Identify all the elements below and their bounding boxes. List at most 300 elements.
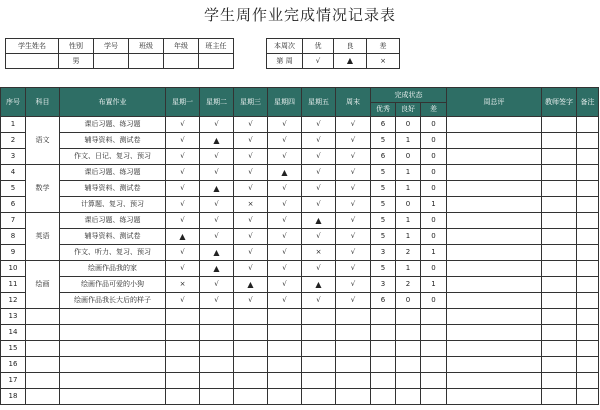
weekly-comment-cell[interactable] xyxy=(447,341,542,357)
thu-mark[interactable] xyxy=(268,325,302,341)
weekend-mark[interactable] xyxy=(336,357,371,373)
fri-mark[interactable]: ▲ xyxy=(302,277,336,293)
tue-mark[interactable]: √ xyxy=(200,277,234,293)
notes-cell[interactable] xyxy=(577,133,599,149)
wed-mark[interactable]: √ xyxy=(234,133,268,149)
weekly-comment-cell[interactable] xyxy=(447,293,542,309)
count-good: 0 xyxy=(396,117,421,133)
count-good: 1 xyxy=(396,213,421,229)
mon-mark[interactable] xyxy=(166,373,200,389)
wed-mark[interactable]: √ xyxy=(234,293,268,309)
legend-header-row xyxy=(267,39,400,54)
notes-cell[interactable] xyxy=(577,325,599,341)
assignment-cell[interactable] xyxy=(60,325,166,341)
class-header: 班级 xyxy=(129,39,164,54)
fri-mark[interactable] xyxy=(302,373,336,389)
week-field[interactable]: 第 周 xyxy=(267,54,303,69)
mon-mark[interactable]: √ xyxy=(166,213,200,229)
mon-mark[interactable]: √ xyxy=(166,149,200,165)
wed-mark[interactable]: √ xyxy=(234,229,268,245)
teacher-sign-cell[interactable] xyxy=(542,341,577,357)
weekly-comment-cell[interactable] xyxy=(447,181,542,197)
count-good xyxy=(396,309,421,325)
legend-poor-mark: × xyxy=(367,54,400,69)
status-poor-header: 差 xyxy=(421,103,447,117)
assignment-header: 布置作业 xyxy=(60,88,166,117)
weekend-mark[interactable]: √ xyxy=(336,293,371,309)
legend-good-label: 良 xyxy=(334,39,367,54)
tue-mark[interactable]: √ xyxy=(200,229,234,245)
student-id-header: 学号 xyxy=(94,39,129,54)
row-number: 18 xyxy=(1,389,26,405)
fri-mark[interactable] xyxy=(302,389,336,405)
wed-mark[interactable]: √ xyxy=(234,117,268,133)
teacher-sign-cell[interactable] xyxy=(542,197,577,213)
subject-cell[interactable] xyxy=(26,389,60,405)
mon-mark[interactable]: √ xyxy=(166,133,200,149)
tue-mark[interactable] xyxy=(200,389,234,405)
subject-cell[interactable] xyxy=(26,325,60,341)
count-good xyxy=(396,389,421,405)
wed-mark[interactable]: ▲ xyxy=(234,277,268,293)
thursday-header: 星期四 xyxy=(268,88,302,117)
thu-mark[interactable] xyxy=(268,373,302,389)
thu-mark[interactable]: √ xyxy=(268,277,302,293)
table-row xyxy=(1,165,599,181)
fri-mark[interactable]: √ xyxy=(302,181,336,197)
count-excellent: 5 xyxy=(371,165,396,181)
notes-cell[interactable] xyxy=(577,213,599,229)
assignment-cell[interactable]: 作文、听力、复习、预习 xyxy=(60,245,166,261)
assignment-cell[interactable]: 绘画作品可爱的小狗 xyxy=(60,277,166,293)
weekly-comment-cell[interactable] xyxy=(447,133,542,149)
student-id-field[interactable] xyxy=(94,54,129,69)
assignment-cell[interactable] xyxy=(60,341,166,357)
teacher-sign-cell[interactable] xyxy=(542,149,577,165)
fri-mark[interactable]: × xyxy=(302,245,336,261)
tue-mark[interactable]: √ xyxy=(200,213,234,229)
fri-mark[interactable]: √ xyxy=(302,133,336,149)
legend-excellent-mark: √ xyxy=(303,54,334,69)
weekend-mark[interactable]: √ xyxy=(336,117,371,133)
notes-cell[interactable] xyxy=(577,149,599,165)
notes-cell[interactable] xyxy=(577,229,599,245)
row-number: 8 xyxy=(1,229,26,245)
weekend-mark[interactable] xyxy=(336,389,371,405)
weekend-mark[interactable]: √ xyxy=(336,213,371,229)
thu-mark[interactable]: ▲ xyxy=(268,165,302,181)
teacher-sign-cell[interactable] xyxy=(542,357,577,373)
tue-mark[interactable]: ▲ xyxy=(200,133,234,149)
subject-cell[interactable] xyxy=(26,357,60,373)
mon-mark[interactable] xyxy=(166,325,200,341)
teacher-sign-cell[interactable] xyxy=(542,293,577,309)
subject-cell[interactable] xyxy=(26,341,60,357)
wed-mark[interactable]: √ xyxy=(234,213,268,229)
mon-mark[interactable]: × xyxy=(166,277,200,293)
wed-mark[interactable] xyxy=(234,309,268,325)
count-poor: 1 xyxy=(421,245,447,261)
count-poor xyxy=(421,357,447,373)
weekend-mark[interactable] xyxy=(336,373,371,389)
table-row xyxy=(1,341,599,357)
mon-mark[interactable]: √ xyxy=(166,245,200,261)
subject-cell: 英语 xyxy=(26,213,60,261)
fri-mark[interactable]: √ xyxy=(302,165,336,181)
wed-mark[interactable] xyxy=(234,373,268,389)
thu-mark[interactable]: √ xyxy=(268,213,302,229)
teacher-sign-cell[interactable] xyxy=(542,261,577,277)
table-header-row xyxy=(1,88,599,103)
thu-mark[interactable]: √ xyxy=(268,261,302,277)
weekly-comment-cell[interactable] xyxy=(447,149,542,165)
teacher-sign-cell[interactable] xyxy=(542,389,577,405)
weekend-mark[interactable]: √ xyxy=(336,277,371,293)
count-excellent: 5 xyxy=(371,261,396,277)
subject-cell: 语文 xyxy=(26,117,60,165)
weekend-mark[interactable]: √ xyxy=(336,181,371,197)
table-row xyxy=(1,277,599,293)
grade-field[interactable] xyxy=(164,54,199,69)
mon-mark[interactable]: √ xyxy=(166,117,200,133)
weekly-comment-cell[interactable] xyxy=(447,213,542,229)
student-info-header-row xyxy=(6,39,234,54)
weekly-comment-cell[interactable] xyxy=(447,357,542,373)
weekend-mark[interactable]: √ xyxy=(336,133,371,149)
wed-mark[interactable]: √ xyxy=(234,261,268,277)
thu-mark[interactable] xyxy=(268,341,302,357)
weekend-mark[interactable]: √ xyxy=(336,245,371,261)
wed-mark[interactable] xyxy=(234,325,268,341)
homework-record-table xyxy=(0,87,599,405)
thu-mark[interactable]: √ xyxy=(268,149,302,165)
thu-mark[interactable]: √ xyxy=(268,133,302,149)
weekend-mark[interactable]: √ xyxy=(336,229,371,245)
row-number: 5 xyxy=(1,181,26,197)
count-excellent: 5 xyxy=(371,213,396,229)
assignment-cell[interactable]: 辅导资料、测试卷 xyxy=(60,181,166,197)
table-row xyxy=(1,229,599,245)
count-poor: 0 xyxy=(421,261,447,277)
assignment-cell[interactable]: 课后习题、练习题 xyxy=(60,117,166,133)
mon-mark[interactable]: √ xyxy=(166,197,200,213)
wed-mark[interactable]: √ xyxy=(234,149,268,165)
notes-cell[interactable] xyxy=(577,181,599,197)
thu-mark[interactable]: √ xyxy=(268,229,302,245)
count-poor xyxy=(421,325,447,341)
table-body xyxy=(1,117,599,405)
teacher-sign-cell[interactable] xyxy=(542,181,577,197)
row-number: 13 xyxy=(1,309,26,325)
weekly-comment-cell[interactable] xyxy=(447,373,542,389)
wed-mark[interactable]: × xyxy=(234,197,268,213)
teacher-sign-header: 教师签字 xyxy=(542,88,577,117)
fri-mark[interactable]: √ xyxy=(302,117,336,133)
mon-mark[interactable] xyxy=(166,357,200,373)
table-row xyxy=(1,309,599,325)
table-row xyxy=(1,181,599,197)
friday-header: 星期五 xyxy=(302,88,336,117)
notes-cell[interactable] xyxy=(577,245,599,261)
count-good xyxy=(396,325,421,341)
weekend-mark[interactable]: √ xyxy=(336,149,371,165)
assignment-cell[interactable]: 绘画作品我的家 xyxy=(60,261,166,277)
notes-cell[interactable] xyxy=(577,197,599,213)
student-name-header: 学生姓名 xyxy=(6,39,59,54)
assignment-cell[interactable] xyxy=(60,309,166,325)
wed-mark[interactable] xyxy=(234,389,268,405)
mon-mark[interactable]: √ xyxy=(166,293,200,309)
count-poor xyxy=(421,373,447,389)
notes-cell[interactable] xyxy=(577,277,599,293)
tue-mark[interactable]: √ xyxy=(200,197,234,213)
gender-header: 性别 xyxy=(59,39,94,54)
notes-cell[interactable] xyxy=(577,261,599,277)
count-poor: 1 xyxy=(421,197,447,213)
table-row xyxy=(1,293,599,309)
student-info-table xyxy=(5,38,234,69)
status-excellent-header: 优秀 xyxy=(371,103,396,117)
tue-mark[interactable] xyxy=(200,341,234,357)
row-number: 12 xyxy=(1,293,26,309)
count-excellent: 3 xyxy=(371,277,396,293)
weekly-comment-cell[interactable] xyxy=(447,261,542,277)
notes-header: 备注 xyxy=(577,88,599,117)
notes-cell[interactable] xyxy=(577,341,599,357)
assignment-cell[interactable]: 课后习题、练习题 xyxy=(60,213,166,229)
count-excellent xyxy=(371,309,396,325)
weekend-mark[interactable] xyxy=(336,309,371,325)
table-row xyxy=(1,325,599,341)
table-row xyxy=(1,245,599,261)
assignment-cell[interactable]: 辅导资料、测试卷 xyxy=(60,133,166,149)
fri-mark[interactable]: √ xyxy=(302,197,336,213)
row-number: 9 xyxy=(1,245,26,261)
table-row xyxy=(1,117,599,133)
thu-mark[interactable] xyxy=(268,357,302,373)
student-name-field[interactable] xyxy=(6,54,59,69)
tue-mark[interactable] xyxy=(200,309,234,325)
wed-mark[interactable] xyxy=(234,341,268,357)
fri-mark[interactable]: √ xyxy=(302,293,336,309)
page-title: 学生周作业完成情况记录表 xyxy=(203,6,396,24)
table-row xyxy=(1,357,599,373)
thu-mark[interactable]: √ xyxy=(268,293,302,309)
count-excellent xyxy=(371,325,396,341)
tue-mark[interactable] xyxy=(200,373,234,389)
fri-mark[interactable]: √ xyxy=(302,149,336,165)
count-good: 1 xyxy=(396,229,421,245)
count-excellent: 3 xyxy=(371,245,396,261)
weekly-comment-cell[interactable] xyxy=(447,117,542,133)
subject-cell[interactable] xyxy=(26,309,60,325)
tue-mark[interactable]: √ xyxy=(200,293,234,309)
count-poor: 1 xyxy=(421,277,447,293)
fri-mark[interactable]: √ xyxy=(302,229,336,245)
mon-mark[interactable]: √ xyxy=(166,181,200,197)
weekend-mark[interactable]: √ xyxy=(336,165,371,181)
teacher-sign-cell[interactable] xyxy=(542,325,577,341)
mon-mark[interactable]: √ xyxy=(166,261,200,277)
row-number: 1 xyxy=(1,117,26,133)
notes-cell[interactable] xyxy=(577,389,599,405)
weekly-comment-header: 周总评 xyxy=(447,88,542,117)
count-poor: 0 xyxy=(421,165,447,181)
count-excellent: 5 xyxy=(371,197,396,213)
fri-mark[interactable] xyxy=(302,325,336,341)
table-row xyxy=(1,213,599,229)
mon-mark[interactable] xyxy=(166,341,200,357)
table-row xyxy=(1,149,599,165)
subject-cell: 数学 xyxy=(26,165,60,213)
table-row xyxy=(1,373,599,389)
notes-cell[interactable] xyxy=(577,357,599,373)
weekend-mark[interactable] xyxy=(336,325,371,341)
head-teacher-field[interactable] xyxy=(199,54,234,69)
table-row xyxy=(1,197,599,213)
thu-mark[interactable] xyxy=(268,389,302,405)
fri-mark[interactable] xyxy=(302,309,336,325)
tue-mark[interactable]: √ xyxy=(200,149,234,165)
weekend-mark[interactable] xyxy=(336,341,371,357)
count-poor xyxy=(421,341,447,357)
weekly-comment-cell[interactable] xyxy=(447,389,542,405)
row-number: 2 xyxy=(1,133,26,149)
weekly-comment-cell[interactable] xyxy=(447,309,542,325)
assignment-cell[interactable]: 计算题、复习、预习 xyxy=(60,197,166,213)
subject-header: 科目 xyxy=(26,88,60,117)
count-good: 1 xyxy=(396,261,421,277)
assignment-cell[interactable]: 课后习题、练习题 xyxy=(60,165,166,181)
mon-mark[interactable]: √ xyxy=(166,165,200,181)
count-poor: 0 xyxy=(421,229,447,245)
tue-mark[interactable]: ▲ xyxy=(200,181,234,197)
thu-mark[interactable]: √ xyxy=(268,197,302,213)
teacher-sign-cell[interactable] xyxy=(542,373,577,389)
legend-poor-label: 差 xyxy=(367,39,400,54)
weekend-mark[interactable]: √ xyxy=(336,261,371,277)
count-good: 0 xyxy=(396,197,421,213)
tue-mark[interactable]: √ xyxy=(200,165,234,181)
thu-mark[interactable]: √ xyxy=(268,117,302,133)
mon-mark[interactable]: ▲ xyxy=(166,229,200,245)
count-excellent xyxy=(371,341,396,357)
weekend-mark[interactable]: √ xyxy=(336,197,371,213)
teacher-sign-cell[interactable] xyxy=(542,213,577,229)
assignment-cell[interactable] xyxy=(60,389,166,405)
fri-mark[interactable] xyxy=(302,357,336,373)
count-good: 1 xyxy=(396,165,421,181)
wednesday-header: 星期三 xyxy=(234,88,268,117)
teacher-sign-cell[interactable] xyxy=(542,229,577,245)
count-excellent: 6 xyxy=(371,149,396,165)
count-poor: 0 xyxy=(421,133,447,149)
student-info-value-row xyxy=(6,54,234,69)
legend-table xyxy=(266,38,400,69)
fri-mark[interactable] xyxy=(302,341,336,357)
wed-mark[interactable]: √ xyxy=(234,165,268,181)
table-row xyxy=(1,133,599,149)
wed-mark[interactable] xyxy=(234,357,268,373)
row-number: 17 xyxy=(1,373,26,389)
legend-value-row xyxy=(267,54,400,69)
count-good: 2 xyxy=(396,277,421,293)
weekly-comment-cell[interactable] xyxy=(447,229,542,245)
count-excellent: 6 xyxy=(371,293,396,309)
seq-header: 序号 xyxy=(1,88,26,117)
count-excellent: 5 xyxy=(371,229,396,245)
gender-field[interactable]: 男 xyxy=(59,54,94,69)
teacher-sign-cell[interactable] xyxy=(542,245,577,261)
assignment-cell[interactable]: 辅导资料、测试卷 xyxy=(60,229,166,245)
count-poor: 0 xyxy=(421,293,447,309)
count-excellent: 5 xyxy=(371,181,396,197)
count-excellent xyxy=(371,357,396,373)
thu-mark[interactable]: √ xyxy=(268,181,302,197)
tuesday-header: 星期二 xyxy=(200,88,234,117)
weekly-comment-cell[interactable] xyxy=(447,325,542,341)
row-number: 14 xyxy=(1,325,26,341)
tue-mark[interactable]: ▲ xyxy=(200,261,234,277)
mon-mark[interactable] xyxy=(166,309,200,325)
teacher-sign-cell[interactable] xyxy=(542,133,577,149)
notes-cell[interactable] xyxy=(577,117,599,133)
notes-cell[interactable] xyxy=(577,293,599,309)
table-row xyxy=(1,389,599,405)
row-number: 10 xyxy=(1,261,26,277)
wed-mark[interactable]: √ xyxy=(234,245,268,261)
count-good: 1 xyxy=(396,181,421,197)
assignment-cell[interactable]: 绘画作品我长大后的样子 xyxy=(60,293,166,309)
notes-cell[interactable] xyxy=(577,165,599,181)
weekly-comment-cell[interactable] xyxy=(447,165,542,181)
count-poor: 0 xyxy=(421,149,447,165)
tue-mark[interactable] xyxy=(200,325,234,341)
count-good: 0 xyxy=(396,149,421,165)
tue-mark[interactable]: √ xyxy=(200,117,234,133)
weekend-header: 周末 xyxy=(336,88,371,117)
weekly-comment-cell[interactable] xyxy=(447,197,542,213)
count-good: 1 xyxy=(396,133,421,149)
mon-mark[interactable] xyxy=(166,389,200,405)
tue-mark[interactable]: ▲ xyxy=(200,245,234,261)
assignment-cell[interactable]: 作文、日记、复习、预习 xyxy=(60,149,166,165)
teacher-sign-cell[interactable] xyxy=(542,165,577,181)
weekly-comment-cell[interactable] xyxy=(447,245,542,261)
thu-mark[interactable]: √ xyxy=(268,245,302,261)
notes-cell[interactable] xyxy=(577,309,599,325)
teacher-sign-cell[interactable] xyxy=(542,277,577,293)
row-number: 3 xyxy=(1,149,26,165)
class-field[interactable] xyxy=(129,54,164,69)
fri-mark[interactable]: √ xyxy=(302,261,336,277)
wed-mark[interactable]: √ xyxy=(234,181,268,197)
thu-mark[interactable] xyxy=(268,309,302,325)
assignment-cell[interactable] xyxy=(60,357,166,373)
subject-cell[interactable] xyxy=(26,373,60,389)
weekly-comment-cell[interactable] xyxy=(447,277,542,293)
count-poor: 0 xyxy=(421,181,447,197)
row-number: 6 xyxy=(1,197,26,213)
teacher-sign-cell[interactable] xyxy=(542,117,577,133)
tue-mark[interactable] xyxy=(200,357,234,373)
row-number: 11 xyxy=(1,277,26,293)
count-poor: 0 xyxy=(421,213,447,229)
fri-mark[interactable]: ▲ xyxy=(302,213,336,229)
notes-cell[interactable] xyxy=(577,373,599,389)
assignment-cell[interactable] xyxy=(60,373,166,389)
teacher-sign-cell[interactable] xyxy=(542,309,577,325)
